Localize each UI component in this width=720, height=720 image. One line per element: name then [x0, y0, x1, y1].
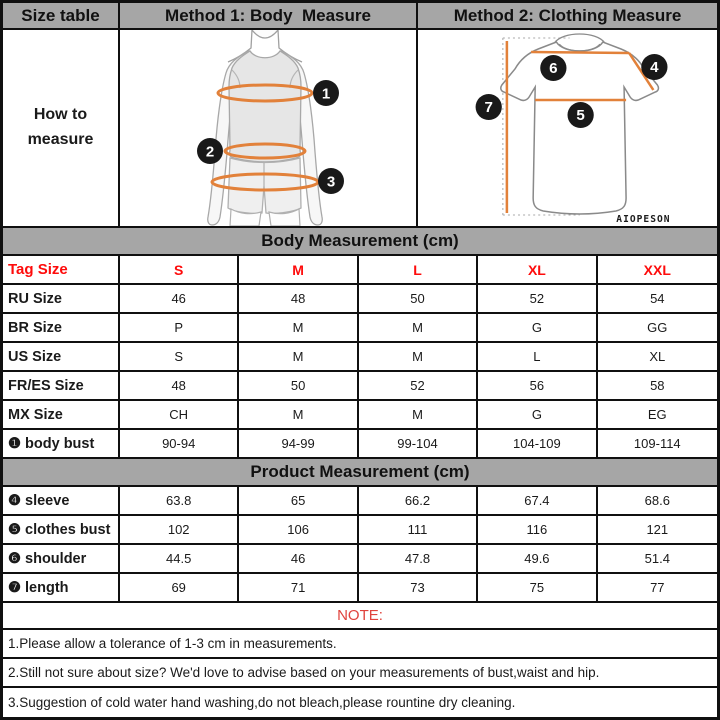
- table-cell: 104-109: [478, 430, 597, 459]
- table-cell: M: [359, 314, 478, 343]
- table-cell: 44.5: [120, 545, 239, 574]
- svg-text:1: 1: [321, 85, 331, 103]
- table-row-us-size: [3, 343, 717, 372]
- table-cell: 58: [598, 372, 717, 401]
- table-cell: 66.2: [359, 487, 478, 516]
- badge-7: [476, 94, 502, 120]
- table-cell: 67.4: [478, 487, 597, 516]
- table-cell: XL: [478, 256, 597, 285]
- tag-size-row: [3, 256, 717, 285]
- tshirt-outline: [501, 42, 659, 214]
- tshirt-illustration: [418, 30, 717, 228]
- table-cell: CH: [120, 401, 239, 430]
- table-cell: 56: [478, 372, 597, 401]
- top-header-row: [3, 3, 717, 30]
- badge-4: [641, 54, 667, 80]
- body-figure-illustration: [120, 30, 418, 228]
- note-item-3: 3.Suggestion of cold water hand washing,do not bleach,please rountine dry cleaning.: [3, 688, 717, 717]
- badge-5: [568, 102, 594, 128]
- header-method-2: Method 2: Clothing Measure: [418, 3, 717, 30]
- table-cell: 50: [239, 372, 358, 401]
- table-cell: 65: [239, 487, 358, 516]
- table-cell: S: [120, 343, 239, 372]
- brand-label: AIOPESON: [616, 214, 671, 225]
- table-cell: 116: [478, 516, 597, 545]
- row-label: MX Size: [3, 401, 120, 430]
- table-cell: 111: [359, 516, 478, 545]
- table-cell: 46: [239, 545, 358, 574]
- badge-3: [318, 168, 344, 194]
- table-row-fres-size: [3, 372, 717, 401]
- badge-1: [313, 80, 339, 106]
- header-size-table: Size table: [3, 3, 120, 30]
- illustration-row: [3, 30, 717, 228]
- row-label: RU Size: [3, 285, 120, 314]
- table-cell: 52: [359, 372, 478, 401]
- shoulder-measure-line: [531, 52, 629, 53]
- table-cell: 99-104: [359, 430, 478, 459]
- table-cell: 90-94: [120, 430, 239, 459]
- table-cell: 106: [239, 516, 358, 545]
- table-cell: XL: [598, 343, 717, 372]
- tshirt-svg: [418, 30, 717, 226]
- table-cell: 102: [120, 516, 239, 545]
- table-row-shoulder: [3, 545, 717, 574]
- row-label: ❼ length: [3, 574, 120, 603]
- table-row-sleeve: [3, 487, 717, 516]
- table-cell: 52: [478, 285, 597, 314]
- svg-text:5: 5: [576, 107, 585, 125]
- badge-2: [197, 138, 223, 164]
- table-cell: M: [359, 401, 478, 430]
- svg-text:2: 2: [205, 143, 215, 161]
- table-cell: M: [359, 343, 478, 372]
- row-label: ❻ shoulder: [3, 545, 120, 574]
- svg-text:6: 6: [549, 60, 558, 78]
- table-cell: 51.4: [598, 545, 717, 574]
- table-cell: M: [239, 401, 358, 430]
- table-cell: M: [239, 343, 358, 372]
- table-cell: G: [478, 314, 597, 343]
- table-cell: S: [120, 256, 239, 285]
- table-cell: XXL: [598, 256, 717, 285]
- table-cell: 69: [120, 574, 239, 603]
- svg-text:4: 4: [650, 59, 659, 77]
- note-item-2: 2.Still not sure about size? We'd love to advise based on your measurements of bust,waist and hip.: [3, 659, 717, 688]
- row-label: ❶ body bust: [3, 430, 120, 459]
- badge-6: [540, 55, 566, 81]
- table-cell: M: [239, 256, 358, 285]
- table-cell: G: [478, 401, 597, 430]
- row-label: US Size: [3, 343, 120, 372]
- note-title: NOTE:: [3, 603, 717, 630]
- table-cell: EG: [598, 401, 717, 430]
- table-cell: 109-114: [598, 430, 717, 459]
- row-label: BR Size: [3, 314, 120, 343]
- svg-text:7: 7: [484, 99, 493, 117]
- body-figure-svg: [120, 30, 416, 226]
- table-row-clothes-bust: [3, 516, 717, 545]
- row-label: FR/ES Size: [3, 372, 120, 401]
- table-cell: GG: [598, 314, 717, 343]
- how-to-measure-label: How to measure: [3, 30, 120, 228]
- table-cell: 50: [359, 285, 478, 314]
- table-cell: 48: [120, 372, 239, 401]
- table-cell: 63.8: [120, 487, 239, 516]
- table-cell: M: [239, 314, 358, 343]
- table-row-ru-size: [3, 285, 717, 314]
- table-row-length: [3, 574, 717, 603]
- table-cell: 68.6: [598, 487, 717, 516]
- table-row-br-size: [3, 314, 717, 343]
- table-cell: 75: [478, 574, 597, 603]
- table-cell: 47.8: [359, 545, 478, 574]
- section-title-product-measurement: Product Measurement (cm): [3, 459, 717, 487]
- table-cell: P: [120, 314, 239, 343]
- table-cell: 49.6: [478, 545, 597, 574]
- table-row-body-bust: [3, 430, 717, 459]
- table-cell: 94-99: [239, 430, 358, 459]
- section-title-body-measurement: Body Measurement (cm): [3, 228, 717, 256]
- table-row-mx-size: [3, 401, 717, 430]
- table-cell: 48: [239, 285, 358, 314]
- header-method-1: Method 1: Body Measure: [120, 3, 418, 30]
- table-cell: 71: [239, 574, 358, 603]
- table-cell: 121: [598, 516, 717, 545]
- table-cell: 77: [598, 574, 717, 603]
- row-label: ❺ clothes bust: [3, 516, 120, 545]
- table-cell: L: [359, 256, 478, 285]
- note-item-1: 1.Please allow a tolerance of 1-3 cm in measurements.: [3, 630, 717, 659]
- svg-text:3: 3: [326, 173, 336, 191]
- table-cell: L: [478, 343, 597, 372]
- row-label: ❹ sleeve: [3, 487, 120, 516]
- table-cell: 73: [359, 574, 478, 603]
- row-label: Tag Size: [3, 256, 120, 285]
- table-cell: 46: [120, 285, 239, 314]
- table-cell: 54: [598, 285, 717, 314]
